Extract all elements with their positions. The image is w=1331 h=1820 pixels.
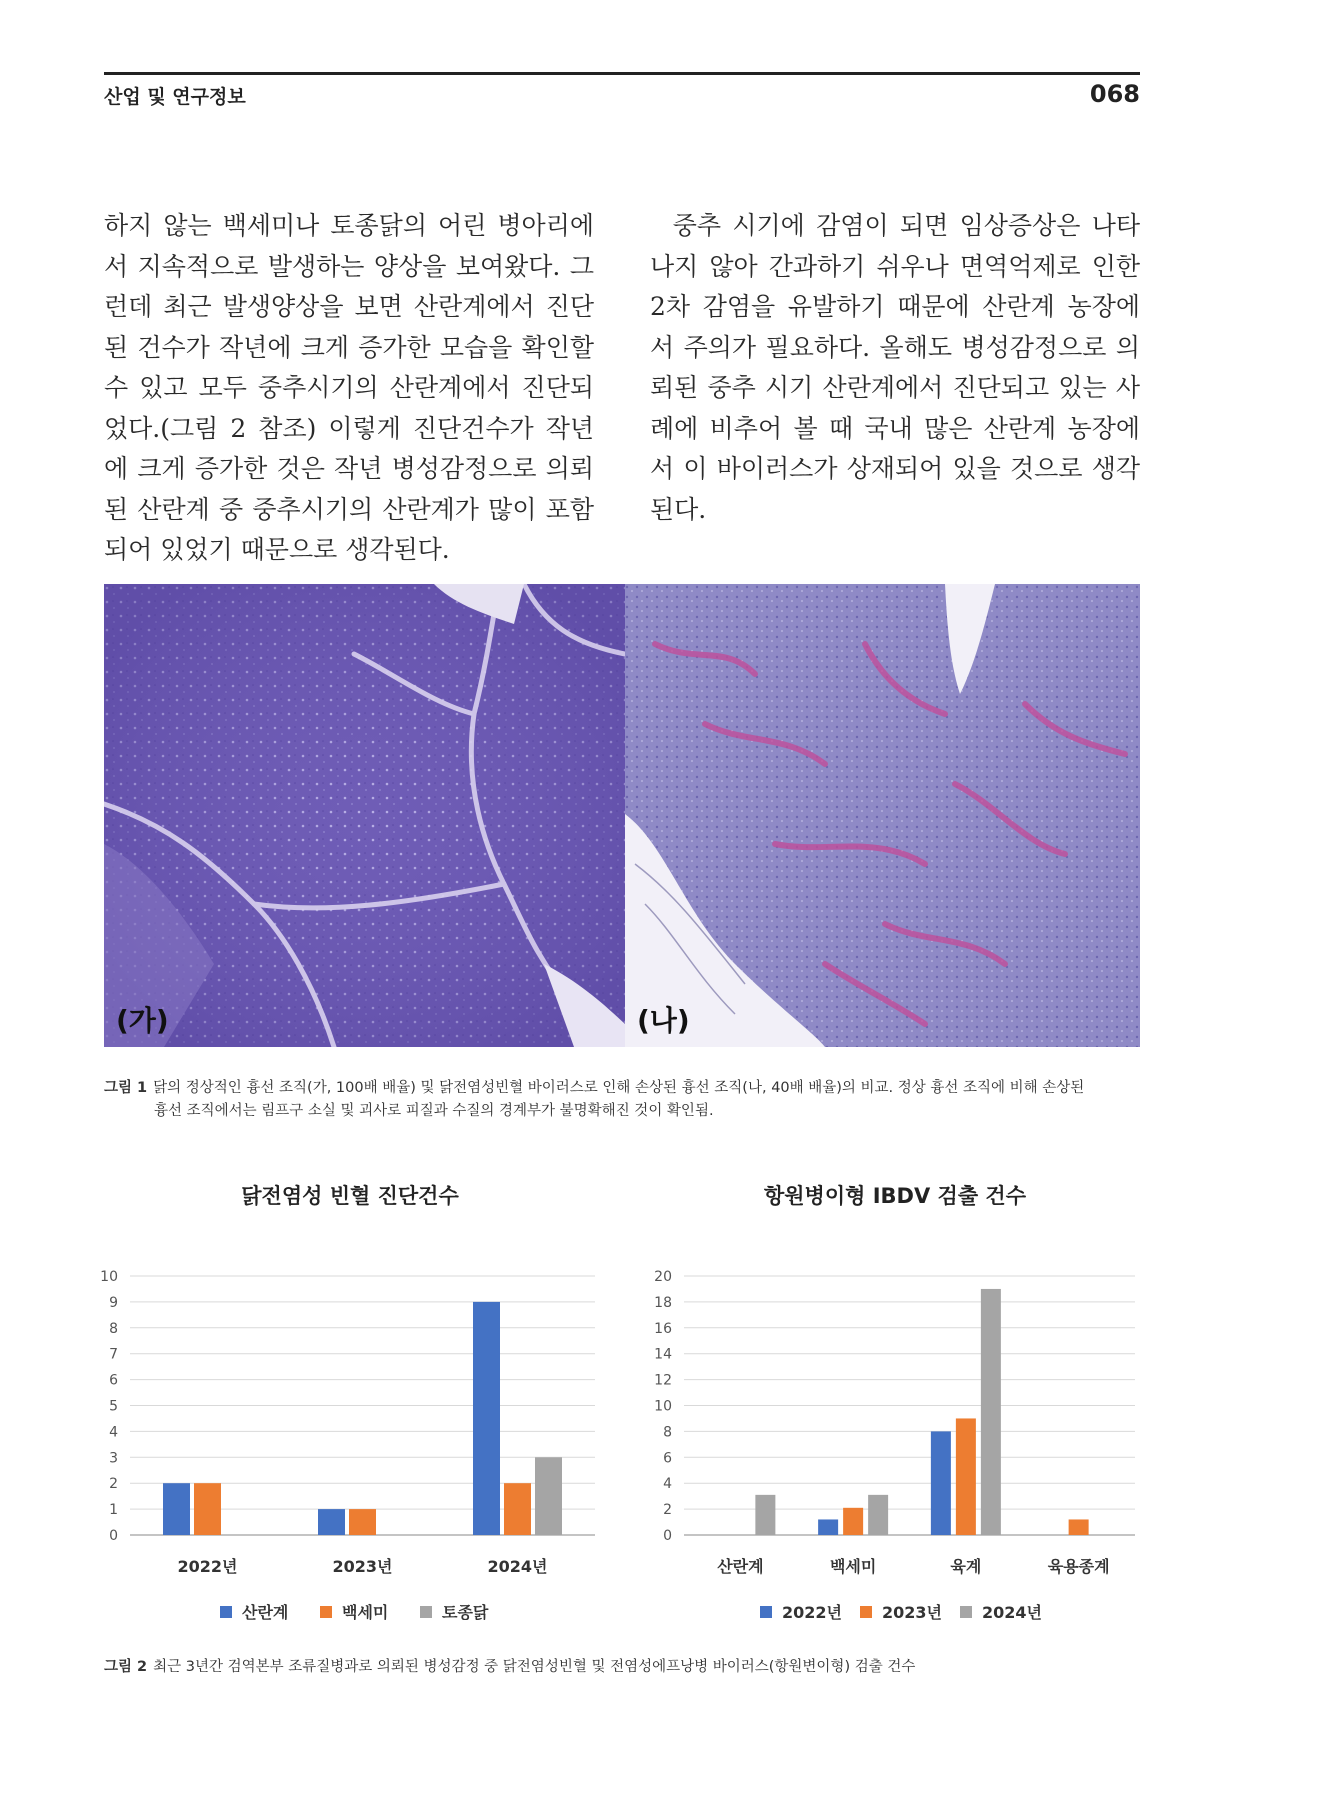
x-category-label: 2023년 xyxy=(332,1557,393,1576)
y-tick-label: 10 xyxy=(654,1398,672,1415)
y-tick-label: 2 xyxy=(663,1502,672,1519)
bar xyxy=(504,1483,531,1535)
y-tick-label: 18 xyxy=(654,1294,672,1311)
y-tick-label: 7 xyxy=(109,1346,118,1363)
bar xyxy=(163,1483,190,1535)
figure1-caption-line1: 닭의 정상적인 흉선 조직(가, 100배 배율) 및 닭전염성빈혈 바이러스로 인해 손상된 흉선 조직(나, 40배 배율)의 비교. 정상 흉선 조직에 비해 손상된 xyxy=(153,1080,1085,1096)
figure2-caption-label: 그림 2 xyxy=(104,1659,148,1675)
legend-swatch xyxy=(760,1606,772,1618)
y-tick-label: 4 xyxy=(663,1476,672,1493)
legend-swatch xyxy=(960,1606,972,1618)
legend-swatch xyxy=(860,1606,872,1618)
legend-label: 토종닭 xyxy=(442,1603,489,1620)
x-category-label: 백세미 xyxy=(829,1557,877,1576)
y-tick-label: 4 xyxy=(109,1424,118,1441)
y-tick-label: 2 xyxy=(109,1476,118,1493)
chart-svg xyxy=(90,1180,610,1620)
chart-title: 닭전염성 빈혈 진단건수 xyxy=(241,1184,459,1208)
legend-swatch xyxy=(320,1606,332,1618)
section-title: 산업 및 연구정보 xyxy=(104,86,246,108)
bar xyxy=(931,1431,951,1535)
y-tick-label: 20 xyxy=(654,1269,672,1285)
legend-label: 2023년 xyxy=(882,1603,942,1620)
legend-label: 2022년 xyxy=(782,1603,842,1620)
figure2-caption-text: 최근 3년간 검역본부 조류질병과로 의뢰된 병성감정 중 닭전염성빈혈 및 전염성에프낭병 바이러스(항원변이형) 검출 건수 xyxy=(153,1659,916,1675)
legend-swatch xyxy=(220,1606,232,1618)
y-tick-label: 0 xyxy=(663,1528,672,1544)
micrograph-damaged-thymus xyxy=(625,584,1140,1047)
bar xyxy=(473,1302,500,1535)
bar xyxy=(868,1495,888,1535)
bar xyxy=(755,1495,775,1535)
micrograph-normal-thymus xyxy=(104,584,625,1047)
chart-title: 항원병이형 IBDV 검출 건수 xyxy=(763,1184,1026,1208)
figure1-caption-label: 그림 1 xyxy=(104,1080,148,1096)
header-rule xyxy=(104,72,1140,75)
y-tick-label: 5 xyxy=(109,1398,118,1415)
y-tick-label: 9 xyxy=(109,1294,118,1311)
bar xyxy=(843,1508,863,1535)
bar xyxy=(535,1457,562,1535)
page-number: 068 xyxy=(1089,80,1140,108)
y-tick-label: 3 xyxy=(109,1450,118,1467)
legend-label: 백세미 xyxy=(342,1603,389,1620)
bar xyxy=(981,1289,1001,1535)
y-tick-label: 6 xyxy=(663,1450,672,1467)
x-category-label: 산란계 xyxy=(717,1557,764,1576)
x-category-label: 2022년 xyxy=(177,1557,238,1576)
bar xyxy=(318,1509,345,1535)
bar xyxy=(818,1519,838,1535)
legend-label: 2024년 xyxy=(982,1603,1042,1620)
y-tick-label: 16 xyxy=(654,1320,672,1337)
body-text-left-column: 하지 않는 백세미나 토종닭의 어린 병아리에서 지속적으로 발생하는 양상을 보여왔다. 그런데 최근 발생양상을 보면 산란계에서 진단된 건수가 작년에 크게 증가한 모습을 확인할 수 있고 모두 중추시기의 산란계에서 진단되었다.(그림 2 참조) 이렇게 진단건수가 작년에 크게 증가한 것은 작년 병성감정으로 의뢰된 산란계 중 중추시기의 산란계가 많이 포함되어 있었기 때문으로 생각된다. xyxy=(104,211,594,564)
y-tick-label: 0 xyxy=(109,1528,118,1544)
y-tick-label: 6 xyxy=(109,1372,118,1389)
y-tick-label: 14 xyxy=(654,1346,672,1363)
figure1-caption xyxy=(104,1077,1144,1123)
body-text-right-column: 중추 시기에 감염이 되면 임상증상은 나타나지 않아 간과하기 쉬우나 면역억제로 인한 2차 감염을 유발하기 때문에 산란계 농장에서 주의가 필요하다. 올해도 병성감정으로 의뢰된 중추 시기 산란계에서 진단되고 있는 사례에 비추어 볼 때 국내 많은 산란계 농장에서 이 바이러스가 상재되어 있을 것으로 생각된다. xyxy=(650,211,1140,524)
x-category-label: 육용종계 xyxy=(1047,1557,1110,1576)
bar xyxy=(194,1483,221,1535)
y-tick-label: 8 xyxy=(109,1320,118,1337)
panel-label-b: (나) xyxy=(637,1004,690,1037)
y-tick-label: 12 xyxy=(654,1372,672,1389)
x-category-label: 육계 xyxy=(950,1557,982,1576)
figure2-caption xyxy=(104,1656,1144,1679)
chart-ibdv-detections xyxy=(640,1180,1150,1620)
chart-svg xyxy=(640,1180,1150,1620)
y-tick-label: 10 xyxy=(100,1269,118,1285)
chart-cav-diagnoses xyxy=(90,1180,610,1620)
y-tick-label: 1 xyxy=(109,1502,118,1519)
x-category-label: 2024년 xyxy=(487,1557,548,1576)
legend-label: 산란계 xyxy=(242,1603,289,1620)
bar xyxy=(349,1509,376,1535)
bar xyxy=(956,1418,976,1535)
figure1-caption-line2: 흉선 조직에서는 림프구 소실 및 괴사로 피질과 수질의 경계부가 불명확해진 것이 확인됨. xyxy=(154,1103,714,1119)
bar xyxy=(1069,1519,1089,1535)
panel-label-a: (가) xyxy=(116,1004,169,1037)
y-tick-label: 8 xyxy=(663,1424,672,1441)
legend-swatch xyxy=(420,1606,432,1618)
